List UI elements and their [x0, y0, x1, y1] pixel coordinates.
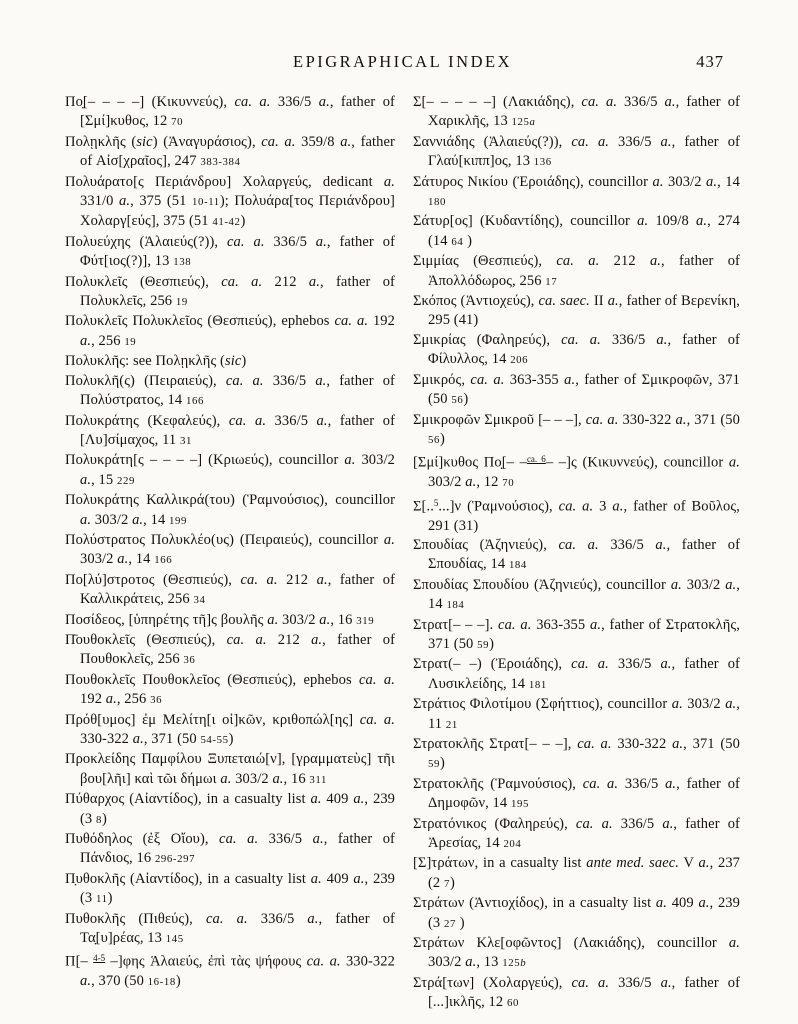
running-head [65, 52, 740, 74]
index-entry: Σμικρίας (Φαληρεύς), ca. a. 336/5 a., father of Φίλυλλος, 14 206 [413, 331, 740, 368]
index-entry: Προκλείδης Παμφίλου Ξυπεταιώ[ν], [γραμματεὺς] τῆι βου[λῆι] καὶ τῶι δήμωι a. 303/2 a., 16 311 [65, 751, 395, 787]
index-entry: Στράτων (Ἀντιοχίδος), in a casualty list a. 409 a., 239 (3 27 ) [413, 895, 741, 931]
index-entry: Πολῃκλῆς (sic) (Ἀναγυράσιος), ca. a. 359/8 a., father of Αἰσ[χραῖος], 247 383-384 [65, 133, 395, 170]
index-entry: Π̄ουθοκλεῖς (Θεσπιεύς), ca. a. 212 a., father of Πουθοκλεῖς, 256 36 [65, 631, 396, 668]
index-entry: Π̣υθοκλῆς (Αἰαντίδος), in a casualty list a. 409 a., 239 (3 11) [65, 870, 396, 907]
index-entry: Πύθαρχος (Αἰαντίδος), in a casualty list a. 409 a., 239 (3 8) [65, 791, 396, 827]
index-entry: Σιμμίας (Θεσπιεύς), ca. a. 212 a., father of Ἀπολλόδωρος, 256 17 [413, 253, 740, 289]
index-entry: Σκόπος (Ἀντιοχεύς), ca. saec. II a., father of Βερενίκη, 295 (41) [413, 293, 740, 329]
index-entry: Πολυκλῆ(ς) (Πειραιεύς), ca. a. 336/5 a., father of Πολύστρατος, 14 166 [65, 372, 395, 409]
index-entry: Σ[..$^5$...]ν (Ῥαμνούσιος), ca. a. 3 a., father of Βοῦλος, 291 (31) [413, 497, 740, 534]
index-entry: Στράτων Κλε[οφῶντος] (Λακιάδης), councillor a. 303/2 a., 13 125b [413, 935, 740, 971]
index-entry: Πολυκλῆς: see Πολῃκλῆς (sic) [65, 353, 247, 370]
right-column [413, 93, 740, 1014]
index-entry: Σαννιάδης (Ἁλαιεύς(?)), ca. a. 336/5 a., father of Γλαύ[κιππ]ος, 13 136 [413, 133, 740, 170]
index-entry: Σμικρός, ca. a. 363-355 a., father of Σμικροφῶν, 371 (50 56) [413, 371, 740, 408]
index-entry: Στρατοκλῆς Στρατ[– – –], ca. a. 330-322 a., 371 (50 59) [413, 736, 740, 772]
index-entry: Στρατόνικος (Φαληρεύς), ca. a. 336/5 a., father of Ἀρεσίας, 14 204 [413, 815, 740, 852]
index-entry: Σπουδίας (Ἀζηνιεύς), ca. a. 336/5 a., father of Σπουδίας, 14 184 [413, 536, 740, 573]
page-header-title: EPIGRAPHICAL INDEX [292, 52, 512, 71]
index-entry: Πολυκράτη[ς – – – –] (Κριωεύς), councillor a. 303/2 a., 15 229 [65, 452, 395, 488]
index-entry: Στρά[των] (Χολαργεύς), ca. a. 336/5 a., father of [...]ικλῆς, 12 60 [413, 974, 740, 1011]
index-entry: Στρατ(– –) (Ἐροιάδης), ca. a. 336/5 a., father of Λυσικλείδης, 14 181 [413, 656, 740, 692]
index-entry: Πολυκλεῖς (Θεσπιεύς), ca. a. 212 a., father of Πολυκλεῖς, 256 19 [65, 273, 395, 310]
index-entry: Πολυκράτης (Κεφαλεύς), ca. a. 336/5 a., father of [Λυ]σίμαχος, 11 31 [65, 412, 395, 448]
index-entry: Πολυκράτης Καλλικρά(του) (Ῥαμνούσιος), councillor a. 303/2 a., 14 199 [65, 492, 395, 528]
index-entry: Πολύστρατος Πολυκλέο(υς) (Πειραιεύς), councillor a. 303/2 a., 14 166 [65, 531, 395, 568]
page-number: 437 [696, 52, 724, 71]
index-entry: Πουθοκλεῖς Πουθοκλεῖος (Θεσπιεύς), ephebos ca. a. 192 a., 256 36 [65, 671, 395, 708]
index-entry: Σάτυρος Νικίου (Ἐροιάδης), councillor a. 303/2 a., 14 180 [413, 173, 740, 209]
index-entry: Πυθοκλῆς (Πιθεύς), ca. a. 336/5 a., father of Τα̣[υ]ρέας, 13 145 [65, 910, 395, 947]
index-columns [65, 93, 740, 1014]
index-entry: [Σμί]κυθος Πο̣[– –$^{ca. 6}$– –]ς (Κικυννεύς), councillor a. 303/2 a., 12 70 [413, 454, 740, 491]
index-entry: Ποσίδεος, [ὑπηρέτης τῆ]ς βουλῆς a. 303/2 a., 16 319 [65, 611, 375, 628]
index-entry: Στράτιος Φιλοτίμου (Σφήττιος), councillor a. 303/2 a., 11 21 [413, 696, 740, 732]
index-entry: Πρόθ[υμος] ἐμ Μελίτη[ι οἰ]κῶν, κριθοπώλ[ης] ca. a. 330-322 a., 371 (50 54-55) [65, 711, 395, 747]
index-entry: Πυθόδηλος (ἐξ Οἴου), ca. a. 336/5 a., father of Πάνδιος, 16 296-297 [65, 831, 395, 867]
index-entry: Π[– $^{4-5}$ –]φης Ἁλαιεύς, ἐπὶ τὰς ψήφους ca. a. 330-322 a., 370 (50 16-18) [65, 953, 395, 990]
index-entry: Πολυεύχης (Ἁλαιεύς(?)), ca. a. 336/5 a., father of Φύτ[ιος(?)], 13 138 [65, 233, 395, 270]
index-entry: Πο[λύ]στροτος (Θεσπιεύς), ca. a. 212 a., father of Καλλικράτεις, 256 34 [65, 571, 396, 608]
index-entry: Σμικροφῶν Σμικροῦ [– – –], ca. a. 330-322 a., 371 (50 56) [413, 411, 740, 447]
index-entry: Πο̣[– – – –] (Κικυννεύς), ca. a. 336/5 a., father of [Σμί]κυθος, 12 70 [65, 94, 395, 130]
index-entry: Σάτυρ[ος] (Κυδαντίδης), councillor a. 109/8 a., 274 (14 64 ) [413, 213, 740, 249]
index-entry: Πολυκλεῖς Πολυκλεῖος (Θεσπιεύς), ephebos ca. a. 192 a., 256 19 [65, 313, 395, 349]
index-entry: Στρατοκλῆς (Ῥαμνούσιος), ca. a. 336/5 a., father of Δημοφῶν, 14 195 [413, 775, 740, 812]
left-column [65, 93, 395, 1014]
index-entry: Στρατ[– – –]. ca. a. 363-355 a., father of Στρατοκλῆς, 371 (50 59) [413, 616, 740, 652]
index-entry: Σπουδίας Σπουδίου (Ἀζηνιεύς), councillor a. 303/2 a., 14 184 [413, 576, 740, 613]
index-entry: Πολυάρατο[ς Περιάνδρου] Χολαργεύς, dedicant a. 331/0 a., 375 (51 10-11); Πολυάρα[τος Περιάνδρου] Χολαργ[εύς], 375 (51 41-42) [65, 173, 395, 230]
index-entry: [Σ]τράτων, in a casualty list ante med. saec. V a., 237 (2 7) [413, 855, 741, 891]
index-entry: Σ[– – – – –] (Λακιάδης), ca. a. 336/5 a., father of Χαρικλῆς, 13 125a [413, 94, 740, 130]
